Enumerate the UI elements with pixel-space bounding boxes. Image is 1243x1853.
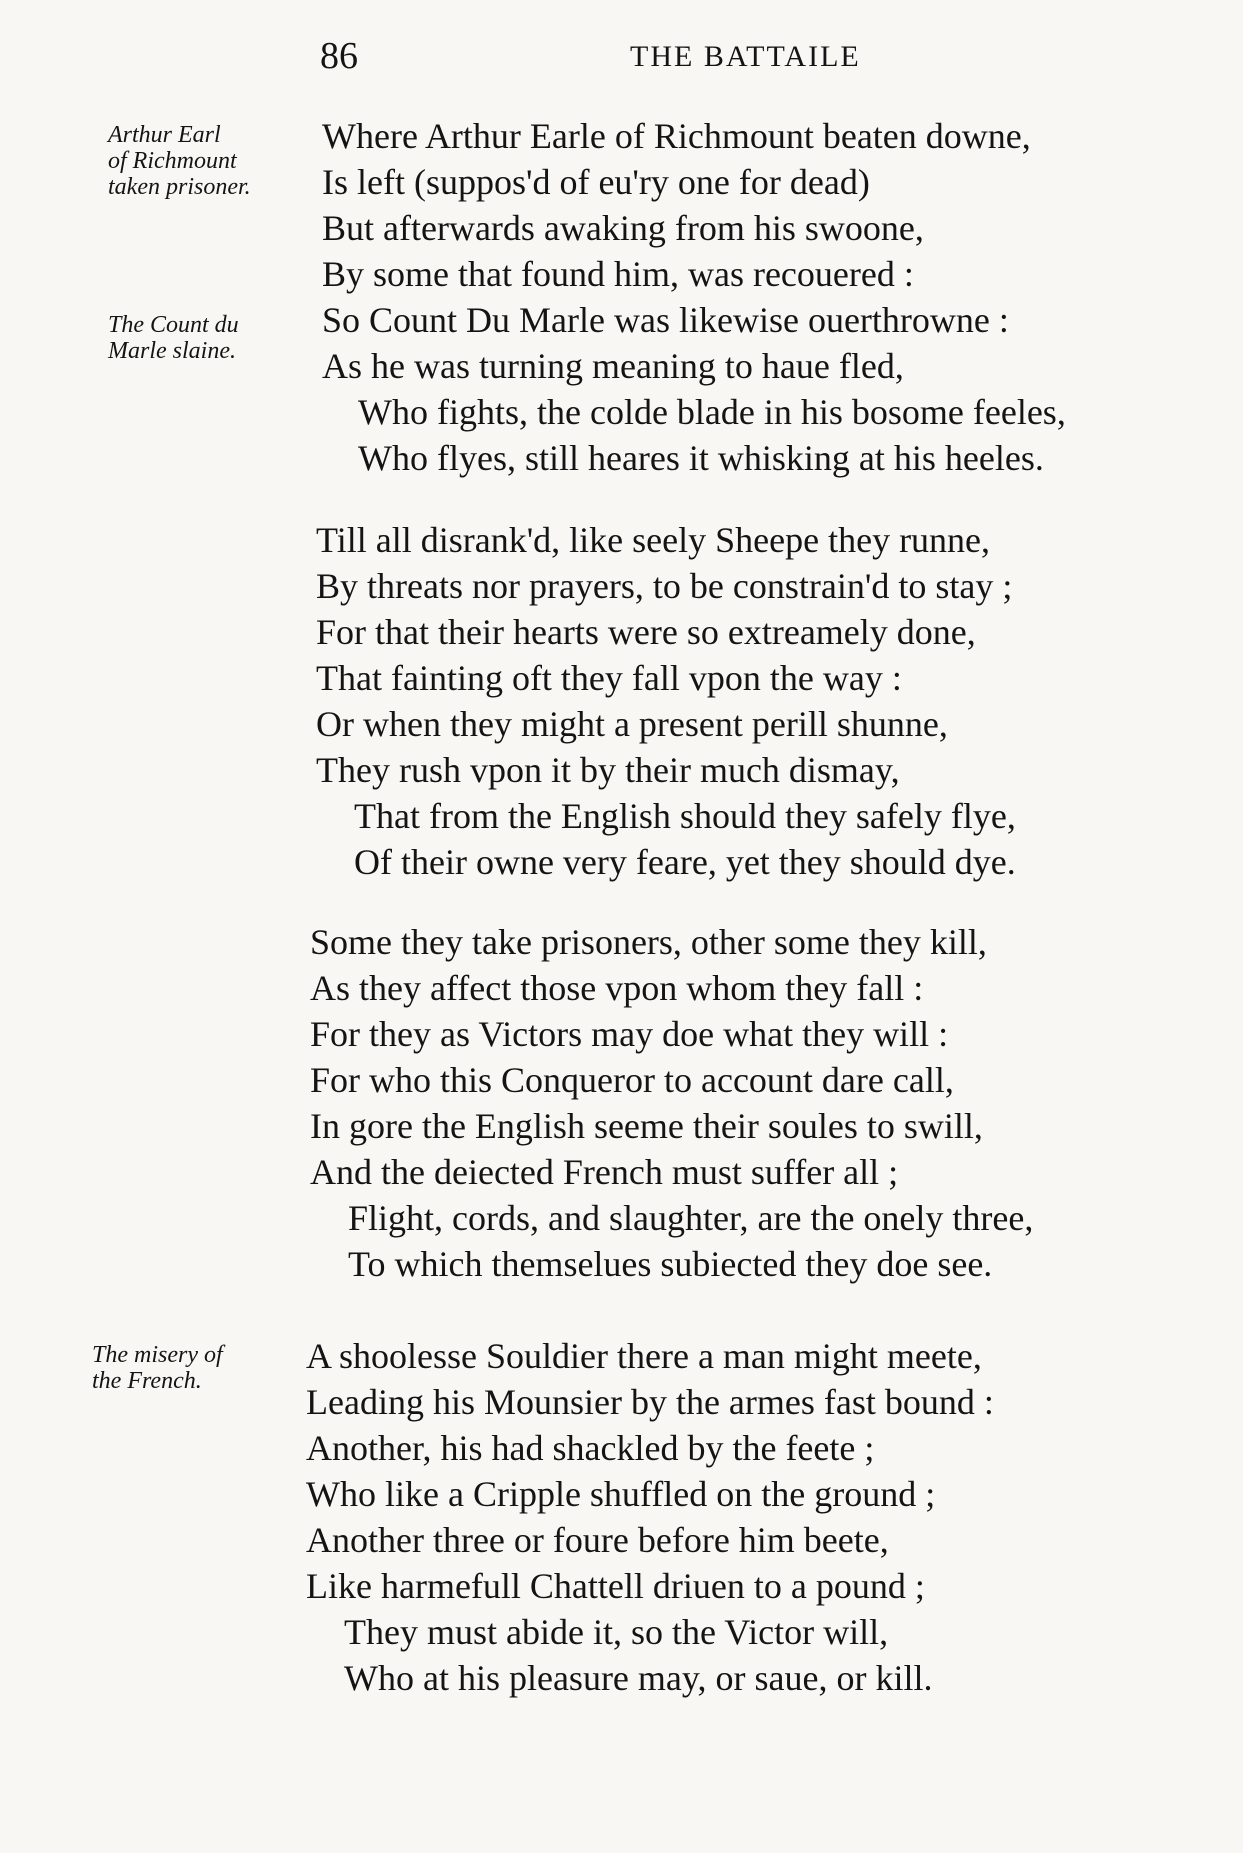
verse-line: In gore the English seeme their soules to swill, [310,1106,983,1146]
verse-line: As they affect those vpon whom they fall : [310,968,924,1008]
verse-line: A shoolesse Souldier there a man might meete, [306,1336,982,1376]
verse-line: Who fights, the colde blade in his bosome feeles, [358,392,1066,432]
verse-line: Some they take prisoners, other some they kill, [310,922,987,962]
side-note [92,1342,322,1394]
verse-line: And the deiected French must suffer all ; [310,1152,899,1192]
verse-line: But afterwards awaking from his swoone, [322,208,924,248]
side-note-line: the French. [92,1368,202,1394]
verse-line: They must abide it, so the Victor will, [344,1612,889,1652]
verse-line: That fainting oft they fall vpon the way : [316,658,902,698]
verse-line: Who like a Cripple shuffled on the ground ; [306,1474,936,1514]
side-note [108,122,338,200]
side-note-line: The Count du [108,312,239,338]
verse-line: As he was turning meaning to haue fled, [322,346,904,386]
verse-line: Flight, cords, and slaughter, are the onely three, [348,1198,1034,1238]
verse-line: To which themselues subiected they doe see. [348,1244,993,1284]
side-note-line: of Richmount [108,148,237,174]
verse-line: Who at his pleasure may, or saue, or kill. [344,1658,933,1698]
verse-line: For that their hearts were so extreamely done, [316,612,976,652]
side-note-line: Marle slaine. [108,338,236,364]
verse-line: Of their owne very feare, yet they should dye. [354,842,1016,882]
verse-line: They rush vpon it by their much dismay, [316,750,900,790]
side-note-line: The misery of [92,1342,223,1368]
verse-line: Another, his had shackled by the feete ; [306,1428,875,1468]
verse-line: By some that found him, was recouered : [322,254,914,294]
verse-line: Another three or foure before him beete, [306,1520,889,1560]
side-note-line: Arthur Earl [108,122,221,148]
verse-line: By threats nor prayers, to be constrain'd to stay ; [316,566,1013,606]
verse-line: Leading his Mounsier by the armes fast bound : [306,1382,994,1422]
verse-line: Or when they might a present perill shunne, [316,704,948,744]
verse-line: So Count Du Marle was likewise ouerthrowne : [322,300,1009,340]
page-header [0,34,1243,84]
verse-line: Who flyes, still heares it whisking at his heeles. [358,438,1044,478]
verse-line: For they as Victors may doe what they will : [310,1014,949,1054]
verse-line: For who this Conqueror to account dare call, [310,1060,954,1100]
verse-line: Where Arthur Earle of Richmount beaten downe, [322,116,1031,156]
verse-line: Like harmefull Chattell driuen to a pound ; [306,1566,925,1606]
verse-line: Is left (suppos'd of eu'ry one for dead) [322,162,870,202]
running-head: THE BATTAILE [630,40,861,73]
side-note [108,312,338,364]
verse-line: That from the English should they safely flye, [354,796,1016,836]
page-number: 86 [320,35,358,77]
verse-line: Till all disrank'd, like seely Sheepe they runne, [316,520,991,560]
side-note-line: taken prisoner. [108,174,251,200]
